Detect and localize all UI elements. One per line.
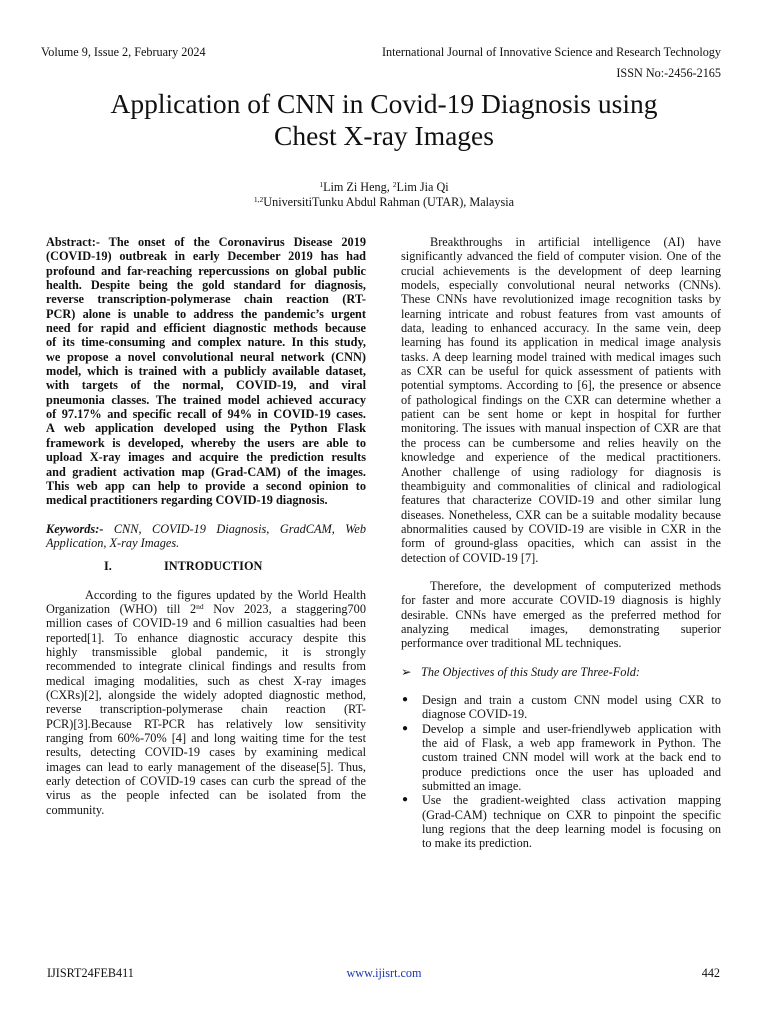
abstract-line: framework is developed, whereby the users are able to — [46, 435, 366, 450]
paragraph-line: models, especially convolutional neural networks (CNNs). — [401, 278, 721, 293]
section-title: INTRODUCTION — [164, 559, 263, 574]
paragraph-line: form of ground-glass opacities, which can assist in the — [401, 536, 721, 551]
paragraph-line: medical imaging modalities, such as chest X-ray images — [46, 673, 366, 688]
issn-number: ISSN No:-2456-2165 — [616, 66, 721, 80]
objectives-heading — [401, 665, 721, 679]
abstract-line: with targets of the normal, COVID-19, and viral — [46, 378, 366, 393]
footer-journal-link[interactable]: www.ijisrt.com — [346, 966, 422, 980]
paragraph-line: These CNNs have revolutionized image recognition tasks by — [401, 292, 721, 307]
paragraph-line: potential symptoms. According to [6], the presence or absence — [401, 378, 721, 393]
list-item — [401, 693, 721, 722]
ai-background-paragraph — [401, 235, 721, 565]
paragraph-text: Nov 2023, a staggering700 — [203, 601, 366, 616]
paragraph-line: PCR)[3].Because RT-PCR has relatively low sensitivity — [46, 716, 366, 731]
abstract-line: (COVID-19) outbreak in early December 2019 has had — [46, 249, 366, 264]
title-line-2: Chest X-ray Images — [274, 120, 494, 151]
paragraph-line: as CXR can be useful for quick assessment of patients with — [401, 364, 721, 379]
author-2-name: Lim Jia Qi — [396, 180, 449, 194]
keywords-text: CNN, COVID-19 Diagnosis, GradCAM, Web — [103, 521, 366, 536]
abstract-line: we propose a novel convolutional neural network (CNN) — [46, 349, 366, 364]
bullet-dot-icon: ● — [402, 722, 409, 734]
list-item-line: to make its prediction. — [422, 836, 532, 851]
abstract-line: need for rapid and efficient diagnostic methods because — [46, 321, 366, 336]
paragraph-line: reverse transcription-polymerase chain reaction (RT- — [46, 702, 366, 717]
ordinal-superscript: nd — [196, 601, 204, 611]
abstract-line: Abstract:- The onset of the Coronavirus Disease 2019 — [46, 235, 366, 249]
right-column — [401, 235, 721, 851]
paragraph-line: results, detecting COVID-19 cases by examining medical — [46, 745, 366, 760]
bullet-dot-icon: ● — [402, 794, 409, 806]
bullet-dot-icon: ● — [402, 693, 409, 705]
paragraph-line: features that characterize COVID-19 and other similar lung — [401, 493, 721, 508]
footer-page-number: 442 — [701, 966, 720, 980]
abstract-line: This web app can help to provide a second opinion to — [46, 478, 366, 493]
introduction-paragraph — [46, 588, 366, 818]
author-1-name: Lim Zi Heng, — [323, 180, 393, 194]
paragraph-line: tasks. A deep learning model trained with medical images such — [401, 349, 721, 364]
paragraph-line: desirable. CNNs have emerged as the preferred method for — [401, 607, 721, 622]
keywords-label: Keywords:- — [46, 521, 104, 536]
paragraph-line: learning has found its application in medical image analysis — [401, 335, 721, 350]
paragraph-line: knowledge and experience of the medical practitioners. — [401, 450, 721, 465]
paragraph-line: Breakthroughs in artificial intelligence (AI) have — [430, 235, 721, 249]
author-list — [0, 180, 768, 194]
keywords-line: Application, X-ray Images. — [46, 535, 180, 550]
list-item-line: (Grad-CAM) technique on CXR to pinpoint the specific — [422, 807, 721, 822]
list-item — [401, 793, 721, 850]
paragraph-line: theambiguity and commonalities of clinical and radiological — [401, 478, 721, 493]
author-1-superscript: 1 — [319, 180, 324, 189]
paragraph-line: patient can be sent home or kept in hospital for further — [401, 407, 721, 422]
paragraph-line: (CXRs)[2], alongside the widely adopted diagnostic method, — [46, 687, 366, 702]
running-header-journal: International Journal of Innovative Science and Research Technology — [381, 45, 721, 59]
paragraph-line: monitoring. The issues with manual inspection of CXR are that — [401, 421, 721, 436]
paragraph-line: According to the figures updated by the World Health — [85, 587, 366, 602]
abstract — [46, 235, 366, 508]
abstract-line: of its time-consuming and complex nature. In this study, — [46, 335, 366, 350]
abstract-line: of 97.17% and specific recall of 94% in COVID-19 cases. — [46, 407, 366, 422]
paragraph-line: recommended to integrate clinical findings and results from — [46, 659, 366, 674]
left-column — [46, 235, 366, 817]
abstract-line: A web application developed using the Python Flask — [46, 421, 366, 436]
list-item-line: the aid of Flask, a web app framework in Python. The — [422, 736, 721, 750]
running-header-volume: Volume 9, Issue 2, February 2024 — [41, 45, 206, 59]
paragraph-line: crucial achievements is the development of deep learning — [401, 263, 721, 278]
author-affiliation — [0, 195, 768, 209]
paragraph-line: ranging from 60%-70% [4] and long waiting time for the test — [46, 731, 366, 745]
objectives-list — [401, 693, 721, 851]
affiliation-text: UniversitiTunku Abdul Rahman (UTAR), Malaysia — [263, 195, 515, 209]
section-heading — [46, 559, 366, 573]
paragraph-line: images can lead to early management of the disease[5]. Thus, — [46, 759, 366, 774]
abstract-line: upload X-ray images and acquire the prediction results — [46, 450, 366, 465]
paragraph-line: abnormalities caused by COVID-19 are visible in CXR in the — [401, 521, 721, 536]
paragraph-line: highly transmissible global pandemic, it is strongly — [46, 644, 366, 659]
section-number: I. — [104, 559, 112, 574]
abstract-line: PCR) alone is unable to address the pandemic’s urgent — [46, 306, 366, 321]
paragraph-line: performance over traditional ML techniques. — [401, 636, 622, 651]
paragraph-line — [46, 602, 366, 616]
motivation-paragraph — [401, 579, 721, 651]
abstract-line: medical practitioners regarding COVID-19 diagnosis. — [46, 493, 328, 508]
list-item-line: submitted an image. — [422, 779, 522, 794]
list-item-line: Develop a simple and user-friendlyweb application with — [422, 721, 721, 736]
paragraph-line: virus as the people infected can be isolated from the — [46, 788, 366, 803]
paragraph-line: significantly advanced the field of computer vision. One of the — [401, 249, 721, 264]
paragraph-line: Another challenge of using radiology for diagnosis is — [401, 464, 721, 479]
paragraph-line: early detection of COVID-19 cases can curb the spread of the — [46, 774, 366, 789]
list-item-line: Design and train a custom CNN model using CXR to — [422, 692, 721, 707]
list-item-line: Use the gradient-weighted class activation mapping — [422, 793, 721, 808]
paragraph-line: reported[1]. To enhance diagnostic accuracy despite this — [46, 630, 366, 645]
paragraph-line: learning intricate and robust features from vast amounts of — [401, 306, 721, 321]
list-item-line: custom trained CNN model will work at the back end to — [422, 750, 721, 765]
paragraph-line: for faster and more accurate COVID-19 diagnosis is highly — [401, 593, 721, 608]
paper-title — [0, 88, 768, 152]
list-item-line: lung regions that the deep learning model is focusing on — [422, 822, 721, 837]
paragraph-line: million cases of COVID-19 and 6 million casualties had been — [46, 616, 366, 631]
paragraph-text: Organization (WHO) till 2 — [46, 601, 197, 616]
keywords — [46, 522, 366, 551]
paragraph-line: diseases. Nonetheless, CXR can be a suitable modality because — [401, 507, 721, 522]
list-item — [401, 722, 721, 794]
abstract-line: model, which is trained with a publicly available dataset, — [46, 364, 366, 379]
title-line-1: Application of CNN in Covid-19 Diagnosis using — [110, 88, 658, 119]
abstract-line: reverse transcription-polymerase chain reaction (RT- — [46, 292, 366, 307]
abstract-line: pneumonia classes. The trained model achieved accuracy — [46, 392, 366, 407]
arrow-bullet-icon: ➢ — [401, 664, 412, 679]
affiliation-superscript: 1,2 — [253, 195, 264, 204]
abstract-line: profound and far-reaching repercussions on global public — [46, 263, 366, 278]
keywords-line — [46, 522, 366, 536]
paragraph-line: community. — [46, 802, 105, 817]
author-2-superscript: 2 — [392, 180, 397, 189]
paragraph-line: Therefore, the development of computerized methods — [430, 578, 721, 593]
paragraph-line: the process can be cumbersome and relies heavily on the — [401, 435, 721, 450]
footer-article-id: IJISRT24FEB411 — [47, 966, 134, 980]
paragraph-line: data, leading to enhanced accuracy. In the same vein, deep — [401, 321, 721, 336]
paragraph-line: analyzing medical images, demonstrating superior — [401, 621, 721, 636]
list-item-line: diagnose COVID-19. — [422, 707, 528, 722]
paragraph-line: of pathological findings on the CXR can determine whether a — [401, 392, 721, 407]
objectives-heading-text: The Objectives of this Study are Three-Fold: — [421, 664, 641, 679]
abstract-line: health. Despite being the gold standard for diagnosis, — [46, 278, 366, 293]
paragraph-line: detection of COVID-19 [7]. — [401, 550, 539, 565]
abstract-line: and gradient activation map (Grad-CAM) of the images. — [46, 464, 366, 479]
list-item-line: produce predictions once the user has uploaded and — [422, 764, 721, 779]
